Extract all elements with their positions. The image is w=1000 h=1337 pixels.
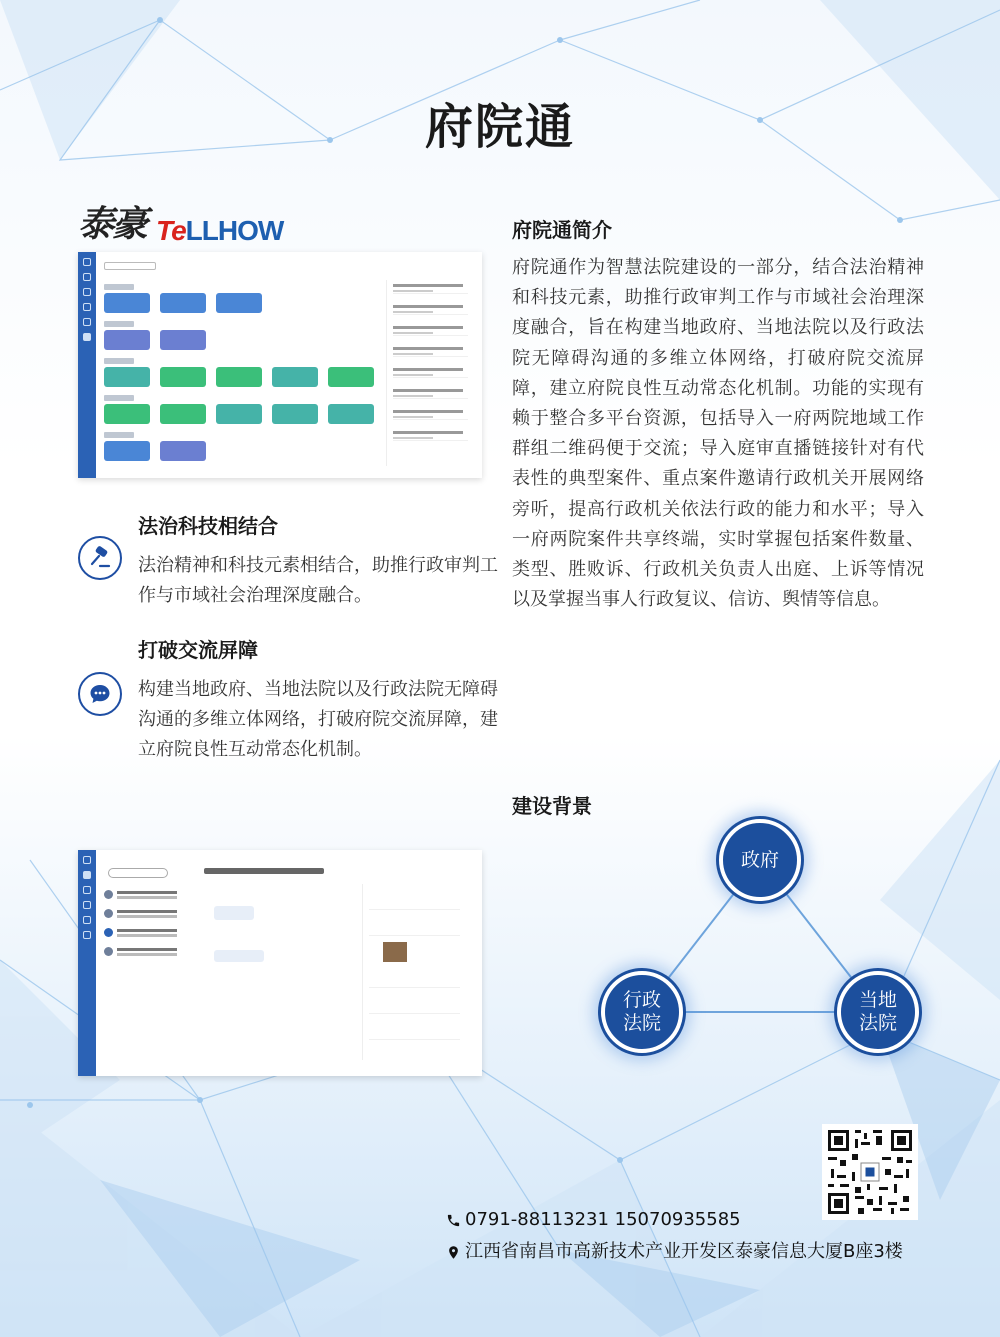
app-sidebar [78,850,96,1076]
intro-section [512,214,924,615]
feature-title: 法治科技相结合 [138,514,278,538]
chat-detail-panel [362,884,466,1060]
location-pin-icon [446,1245,461,1260]
address: 江西省南昌市高新技术产业开发区泰豪信息大厦B座3楼 [465,1241,903,1262]
node-government: 政府 [719,819,801,901]
relationship-diagram [590,816,930,1066]
chat-list [104,890,194,966]
logo-cn: 泰豪 [78,203,147,245]
intro-heading: 府院通简介 [512,218,612,242]
app-tile-grid [104,280,374,469]
node-administrative-court: 行政 法院 [601,971,683,1053]
feature-law-tech [78,510,498,611]
feature-title: 打破交流屏障 [138,638,258,662]
feature-break-barrier [78,634,498,765]
app-screenshot-dashboard [78,252,482,478]
chat-icon [78,672,122,716]
company-logo [78,196,283,247]
page-title: 府院通 [424,99,575,155]
intro-text: 府院通作为智慧法院建设的一部分，结合法治精神和科技元素，助推行政审判工作与市域社会治理深度融合，旨在构建当地政府、当地法院以及行政法院无障碍沟通的多维立体网络，打破府院交流屏障，建立府院良性互动常态化机制。功能的实现有赖于整合多平台资源，包括导入一府两院地域工作群组二维码便于交流；导入庭审直播链接针对有代表性的典型案件、重点案件邀请行政机关开展网络旁听，提高行政机关依法行政的能力和水平；导入一府两院案件共享终端，实时掌握包括案件数量、类型、胜败诉、行政机关负责人出庭、上诉等情况以及掌握当事人行政复议、信访、舆情等信息。 [512,257,924,611]
app-notice-list [386,280,474,466]
phone-icon [446,1213,461,1228]
background-heading: 建设背景 [512,794,592,818]
gavel-icon [78,536,122,580]
app-screenshot-chat [78,850,482,1076]
feature-text: 法治精神和科技元素相结合，助推行政审判工作与市域社会治理深度融合。 [138,555,498,606]
feature-text: 构建当地政府、当地法院以及行政法院无障碍沟通的多维立体网络，打破府院交流屏障，建立府院良性互动常态化机制。 [138,679,498,760]
contact-info [446,1204,903,1268]
app-sidebar [78,252,96,478]
node-local-court: 当地 法院 [837,971,919,1053]
phone-numbers: 0791-88113231 15070935585 [465,1209,741,1230]
contact-phone-row [446,1204,903,1236]
contact-address-row [446,1236,903,1268]
logo-en: TeLLHOW [156,215,284,246]
